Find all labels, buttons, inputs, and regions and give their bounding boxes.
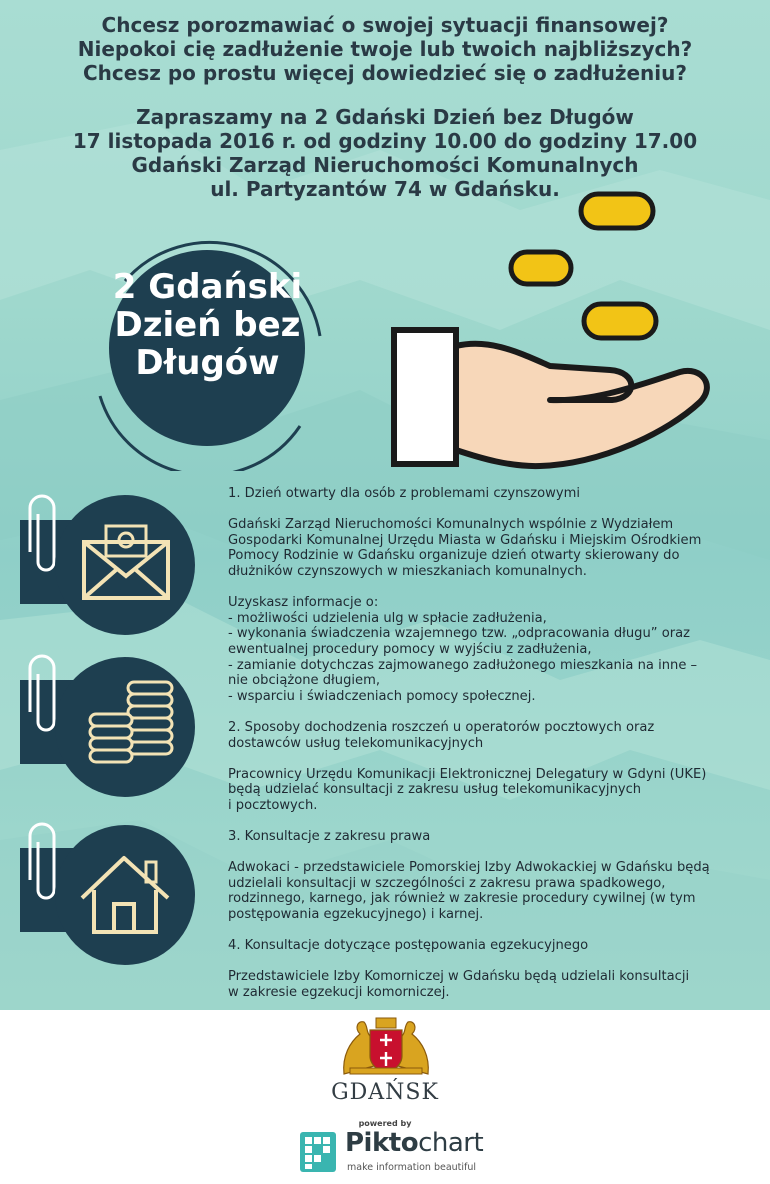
section-1-info-list bbox=[228, 595, 763, 704]
text-line: Pracownicy Urzędu Komunikacji Elektronicznej Delegatury w Gdyni (UKE) bbox=[228, 766, 707, 782]
text-line: w zakresie egzekucji komorniczej. bbox=[228, 985, 450, 1000]
event-date: 17 listopada 2016 r. od godziny 10.00 do godziny 17.00 bbox=[72, 129, 698, 153]
envelope-money-icon bbox=[10, 490, 200, 640]
section-2-heading-cont: dostawców usług telekomunikacyjnych bbox=[228, 735, 484, 751]
text-line: Gdański Zarząd Nieruchomości Komunalnych wspólnie z Wydziałem bbox=[228, 517, 674, 533]
intro-question-3: Chcesz po prostu więcej dowiedzieć się o zadłużeniu? bbox=[83, 61, 687, 85]
brand-bold: Pikto bbox=[345, 1128, 419, 1158]
brand-light: chart bbox=[418, 1128, 484, 1158]
event-venue: Gdański Zarząd Nieruchomości Komunalnych bbox=[131, 153, 639, 177]
powered-by-label: powered by bbox=[358, 1119, 412, 1128]
section-4-description bbox=[228, 969, 763, 1000]
text-line: Przedstawiciele Izby Komorniczej w Gdańsku będą udzielali konsultacji bbox=[228, 969, 690, 985]
event-invitation bbox=[0, 105, 770, 201]
text-line: dłużników czynszowych w mieszkaniach komunalnych. bbox=[228, 563, 587, 579]
city-name: GDAŃSK bbox=[331, 1080, 439, 1105]
program-content bbox=[228, 486, 763, 1010]
text-line: Uzyskasz informacje o: bbox=[228, 595, 379, 611]
section-1 bbox=[228, 486, 763, 502]
intro-question-2: Niepokoi cię zadłużenie twoje lub twoich najbliższych? bbox=[77, 37, 693, 61]
hand-coins-icon bbox=[380, 188, 710, 478]
text-line: ewentualnej procedury pomocy w wyjściu z zadłużenia, bbox=[228, 641, 592, 657]
section-4-heading: 4. Konsultacje dotyczące postępowania egzekucyjnego bbox=[228, 938, 589, 954]
piktochart-tagline: make information beautiful bbox=[347, 1162, 477, 1173]
text-line: będą udzielać konsultacji z zakresu usług telekomunikacyjnych bbox=[228, 782, 642, 798]
text-line: postępowania egzekucyjnego) i karnej. bbox=[228, 907, 484, 923]
text-line: Adwokaci - przedstawiciele Pomorskiej Izby Adwokackiej w Gdańsku będą bbox=[228, 860, 710, 876]
section-1-description bbox=[228, 517, 763, 579]
badge-line-1: 2 Gdański bbox=[112, 267, 303, 307]
section-2-description bbox=[228, 767, 763, 814]
badge-line-2: Dzień bez bbox=[114, 305, 301, 345]
text-line: i pocztowych. bbox=[228, 797, 318, 813]
list-item: - zamianie dotychczas zajmowanego zadłużonego mieszkania na inne – bbox=[228, 657, 698, 673]
list-item: - wsparciu i świadczeniach pomocy społecznej. bbox=[228, 688, 536, 704]
badge-line-3: Długów bbox=[135, 343, 280, 383]
section-3 bbox=[228, 829, 763, 845]
section-3-description bbox=[228, 860, 763, 922]
section-4 bbox=[228, 938, 763, 954]
intro-questions bbox=[0, 13, 770, 85]
list-item: - wykonania świadczenia wzajemnego tzw. „odpracowania długu” oraz bbox=[228, 626, 691, 642]
text-line: rodzinnego, karnego, jak również w zakresie procedury cywilnej (w tym bbox=[228, 891, 696, 907]
piktochart-brand[interactable] bbox=[345, 1128, 483, 1158]
badge-title bbox=[110, 268, 305, 382]
coin-stacks-icon bbox=[10, 652, 200, 802]
house-icon bbox=[10, 820, 200, 970]
section-2 bbox=[228, 720, 763, 751]
section-1-heading: 1. Dzień otwarty dla osób z problemami czynszowymi bbox=[228, 486, 580, 501]
text-line: Pomocy Rodzinie w Gdańsku organizuje dzień otwarty skierowany do bbox=[228, 548, 680, 564]
text-line: nie obciążone długiem, bbox=[228, 673, 380, 689]
text-line: Gospodarki Komunalnej Urzędu Miasta w Gdańsku i Miejskim Ośrodkiem bbox=[228, 532, 702, 548]
intro-question-1: Chcesz porozmawiać o swojej sytuacji finansowej? bbox=[101, 13, 669, 37]
invitation-title: Zapraszamy na 2 Gdański Dzień bez Długów bbox=[136, 105, 634, 129]
event-address: ul. Partyzantów 74 w Gdańsku. bbox=[210, 177, 560, 201]
gdansk-coat-of-arms-icon bbox=[340, 1016, 432, 1076]
section-3-heading: 3. Konsultacje z zakresu prawa bbox=[228, 829, 431, 845]
list-item: - możliwości udzielenia ulg w spłacie zadłużenia, bbox=[228, 610, 547, 626]
text-line: udzielali konsultacji w szczególności z zakresu prawa spadkowego, bbox=[228, 875, 666, 891]
piktochart-logo-icon[interactable] bbox=[300, 1132, 336, 1172]
section-2-heading: 2. Sposoby dochodzenia roszczeń u operatorów pocztowych oraz bbox=[228, 719, 655, 735]
